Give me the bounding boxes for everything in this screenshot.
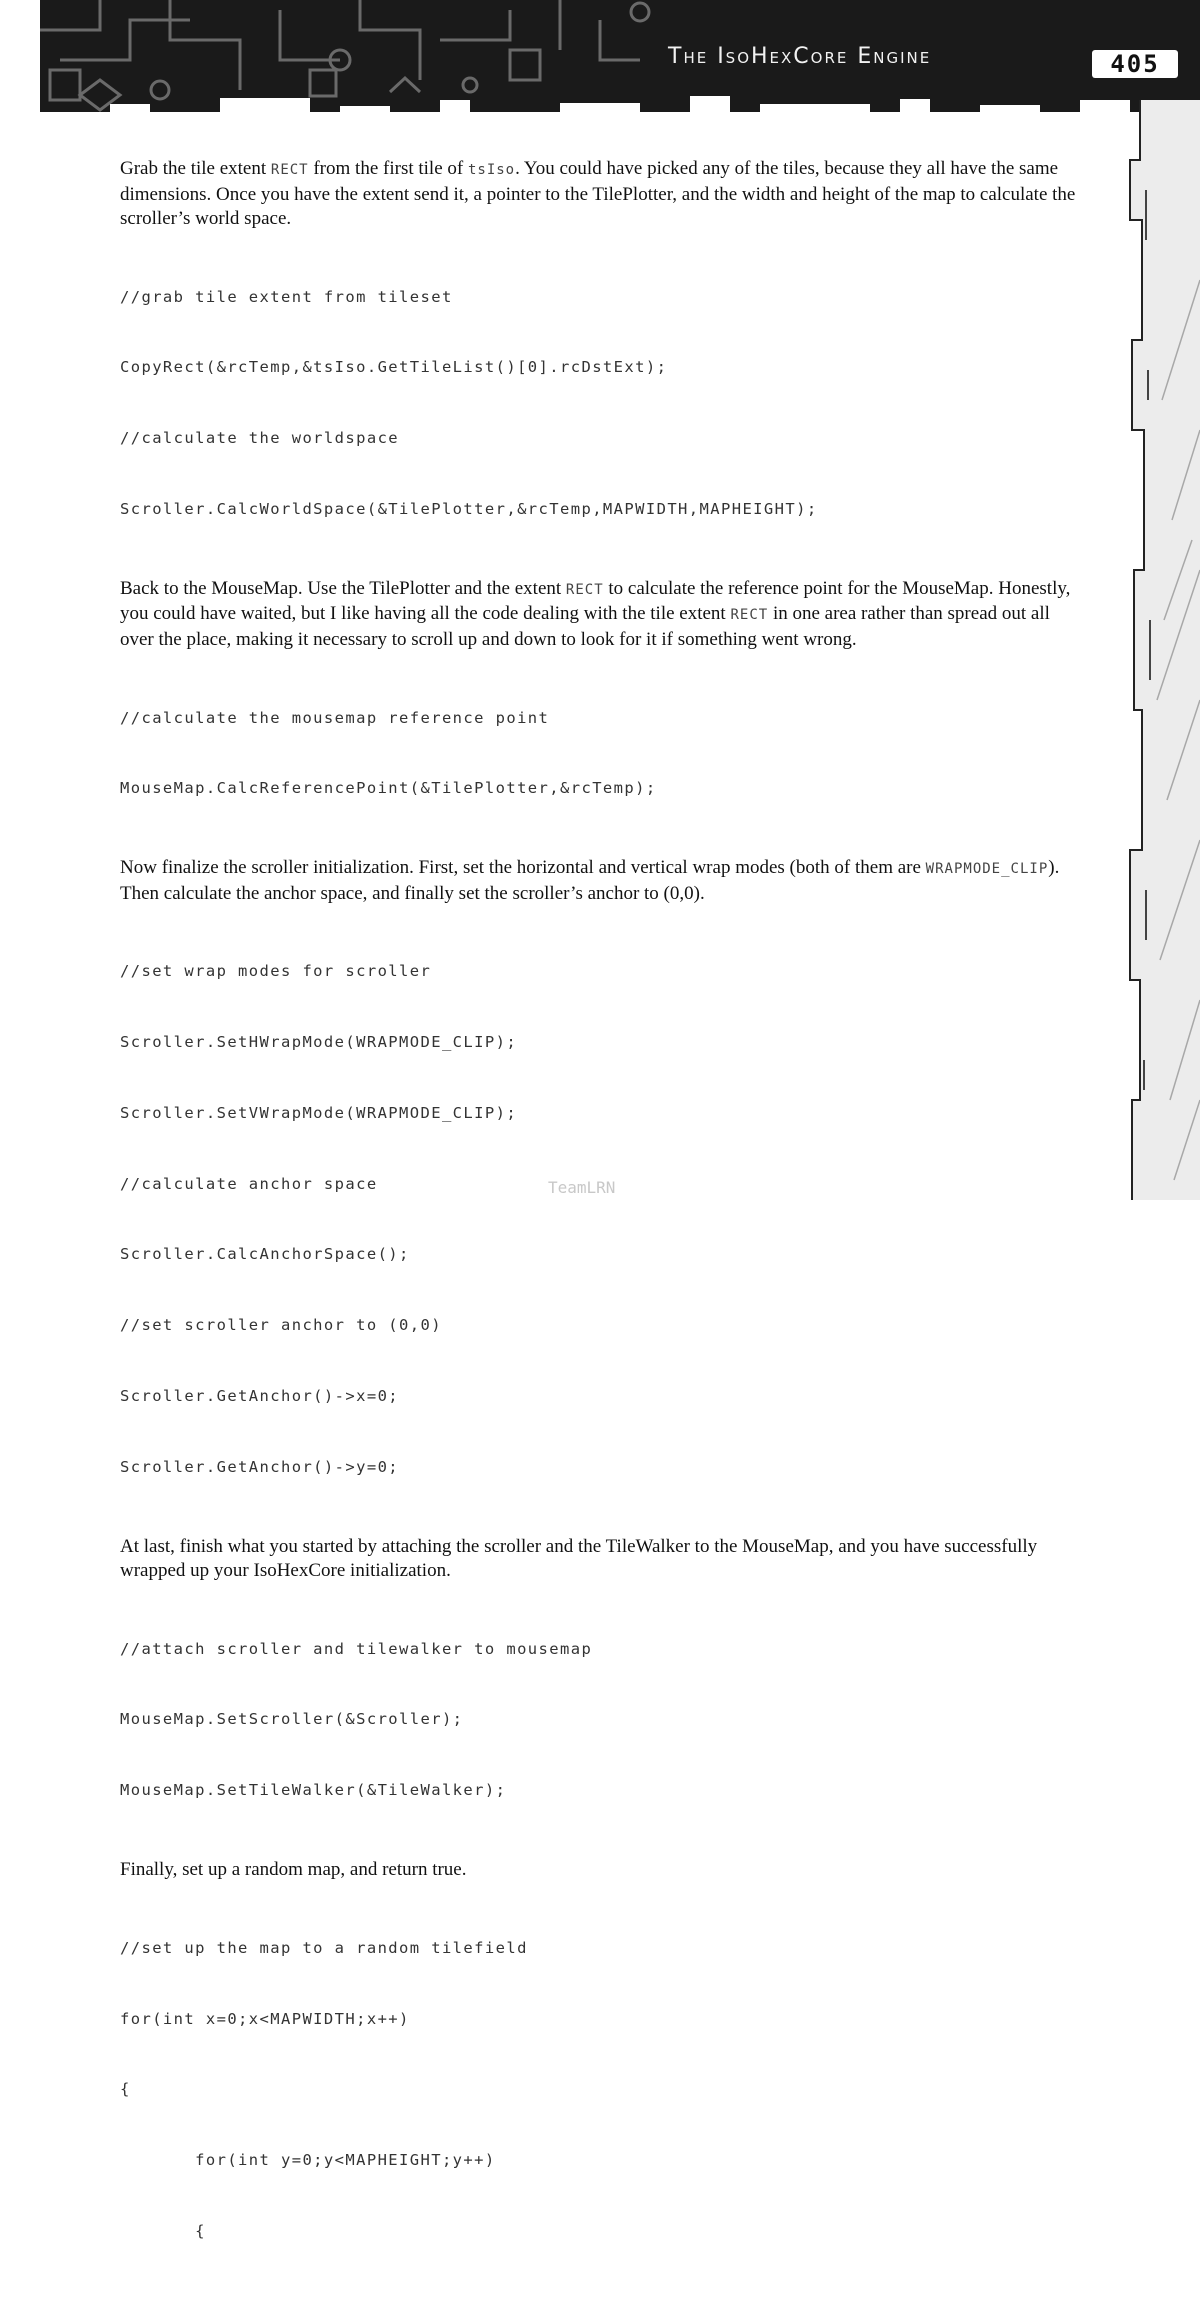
page-body [120,157,1085,2299]
code-block-1 [120,239,1085,569]
paragraph-3 [120,856,1085,906]
decorative-right-border [1112,100,1200,1200]
code-line: { [120,2080,131,2099]
circuit-decoration [40,0,1200,120]
code-line: Scroller.SetHWrapMode(WRAPMODE_CLIP); [120,1033,518,1052]
code-line: //calculate the worldspace [120,429,400,448]
paragraph-1 [120,157,1085,232]
paragraph-4: At last, finish what you started by attaching the scroller and the TileWalker to the MouseMap, and you have successfully wrapped up your IsoHexCore initialization. [120,1535,1038,1581]
code-line: //grab tile extent from tileset [120,287,453,306]
code-line: MouseMap.SetTileWalker(&TileWalker); [120,1781,507,1800]
code-block-2 [120,659,1085,848]
text: in one area rather than spread out all over the place, making it necessary to scroll up and down to look for it if something went wrong. [120,603,1050,650]
code-line: for(int x=0;x<MAPWIDTH;x++) [120,2009,410,2028]
text: Back to the MouseMap. Use the TilePlotter and the extent [120,577,566,599]
code-line: //calculate anchor space [120,1174,378,1193]
text: Now finalize the scroller initialization. First, set the horizontal and vertical wrap modes (both of them are [120,857,926,879]
watermark: TeamLRN [548,1178,616,1197]
code-line: Scroller.CalcAnchorSpace(); [120,1245,410,1264]
inline-code: RECT [730,607,769,624]
text: Grab the tile extent [120,158,271,179]
inline-code: RECT [270,162,309,178]
code-line: Scroller.GetAnchor()->x=0; [120,1386,400,1405]
code-line: MouseMap.SetScroller(&Scroller); [120,1710,464,1729]
chapter-header-banner [40,0,1200,120]
inline-code: RECT [565,581,604,598]
paragraph-5: Finally, set up a random map, and return true. [120,1859,467,1881]
code-line: MouseMap.CalcReferencePoint(&TilePlotter,&rcTemp); [120,779,657,798]
text: from the first tile of [308,158,468,179]
text: to calculate the reference point for the MouseMap. Honestly, you could have waited, but I like having all the code dealing with the tile extent [120,577,1071,625]
code-line: //set scroller anchor to (0,0) [120,1316,442,1335]
text: . You could have picked any of the tiles, because they all have the same dimensions. Once you have the extent send it, a pointer to the TilePlotter, and the width and height of the map to calculate the scroller’s world space. [120,158,1076,229]
code-line: //set up the map to a random tilefield [120,1938,528,1957]
code-line: Scroller.GetAnchor()->y=0; [120,1457,400,1476]
inline-code: tsIso [467,162,516,178]
text: ). Then calculate the anchor space, and finally set the scroller’s anchor to (0,0). [120,857,1060,904]
inline-code: WRAPMODE_CLIP [925,861,1049,878]
code-block-4 [120,1591,1085,1851]
page-number: 405 [1092,50,1178,78]
code-line: Scroller.SetVWrapMode(WRAPMODE_CLIP); [120,1103,518,1122]
code-line: //calculate the mousemap reference point [120,708,550,727]
paragraph-2 [120,577,1085,653]
code-line: { [120,2221,206,2240]
code-line: CopyRect(&rcTemp,&tsIso.GetTileList()[0].rcDstExt); [120,358,668,377]
code-line: //attach scroller and tilewalker to mousemap [120,1639,593,1658]
code-line: Scroller.CalcWorldSpace(&TilePlotter,&rcTemp,MAPWIDTH,MAPHEIGHT); [120,500,818,519]
chapter-title: The IsoHexCore Engine [668,44,932,69]
code-block-3 [120,913,1085,1526]
code-line: //set wrap modes for scroller [120,962,432,981]
code-line: for(int y=0;y<MAPHEIGHT;y++) [120,2151,496,2170]
code-block-5 [120,1890,1085,2291]
